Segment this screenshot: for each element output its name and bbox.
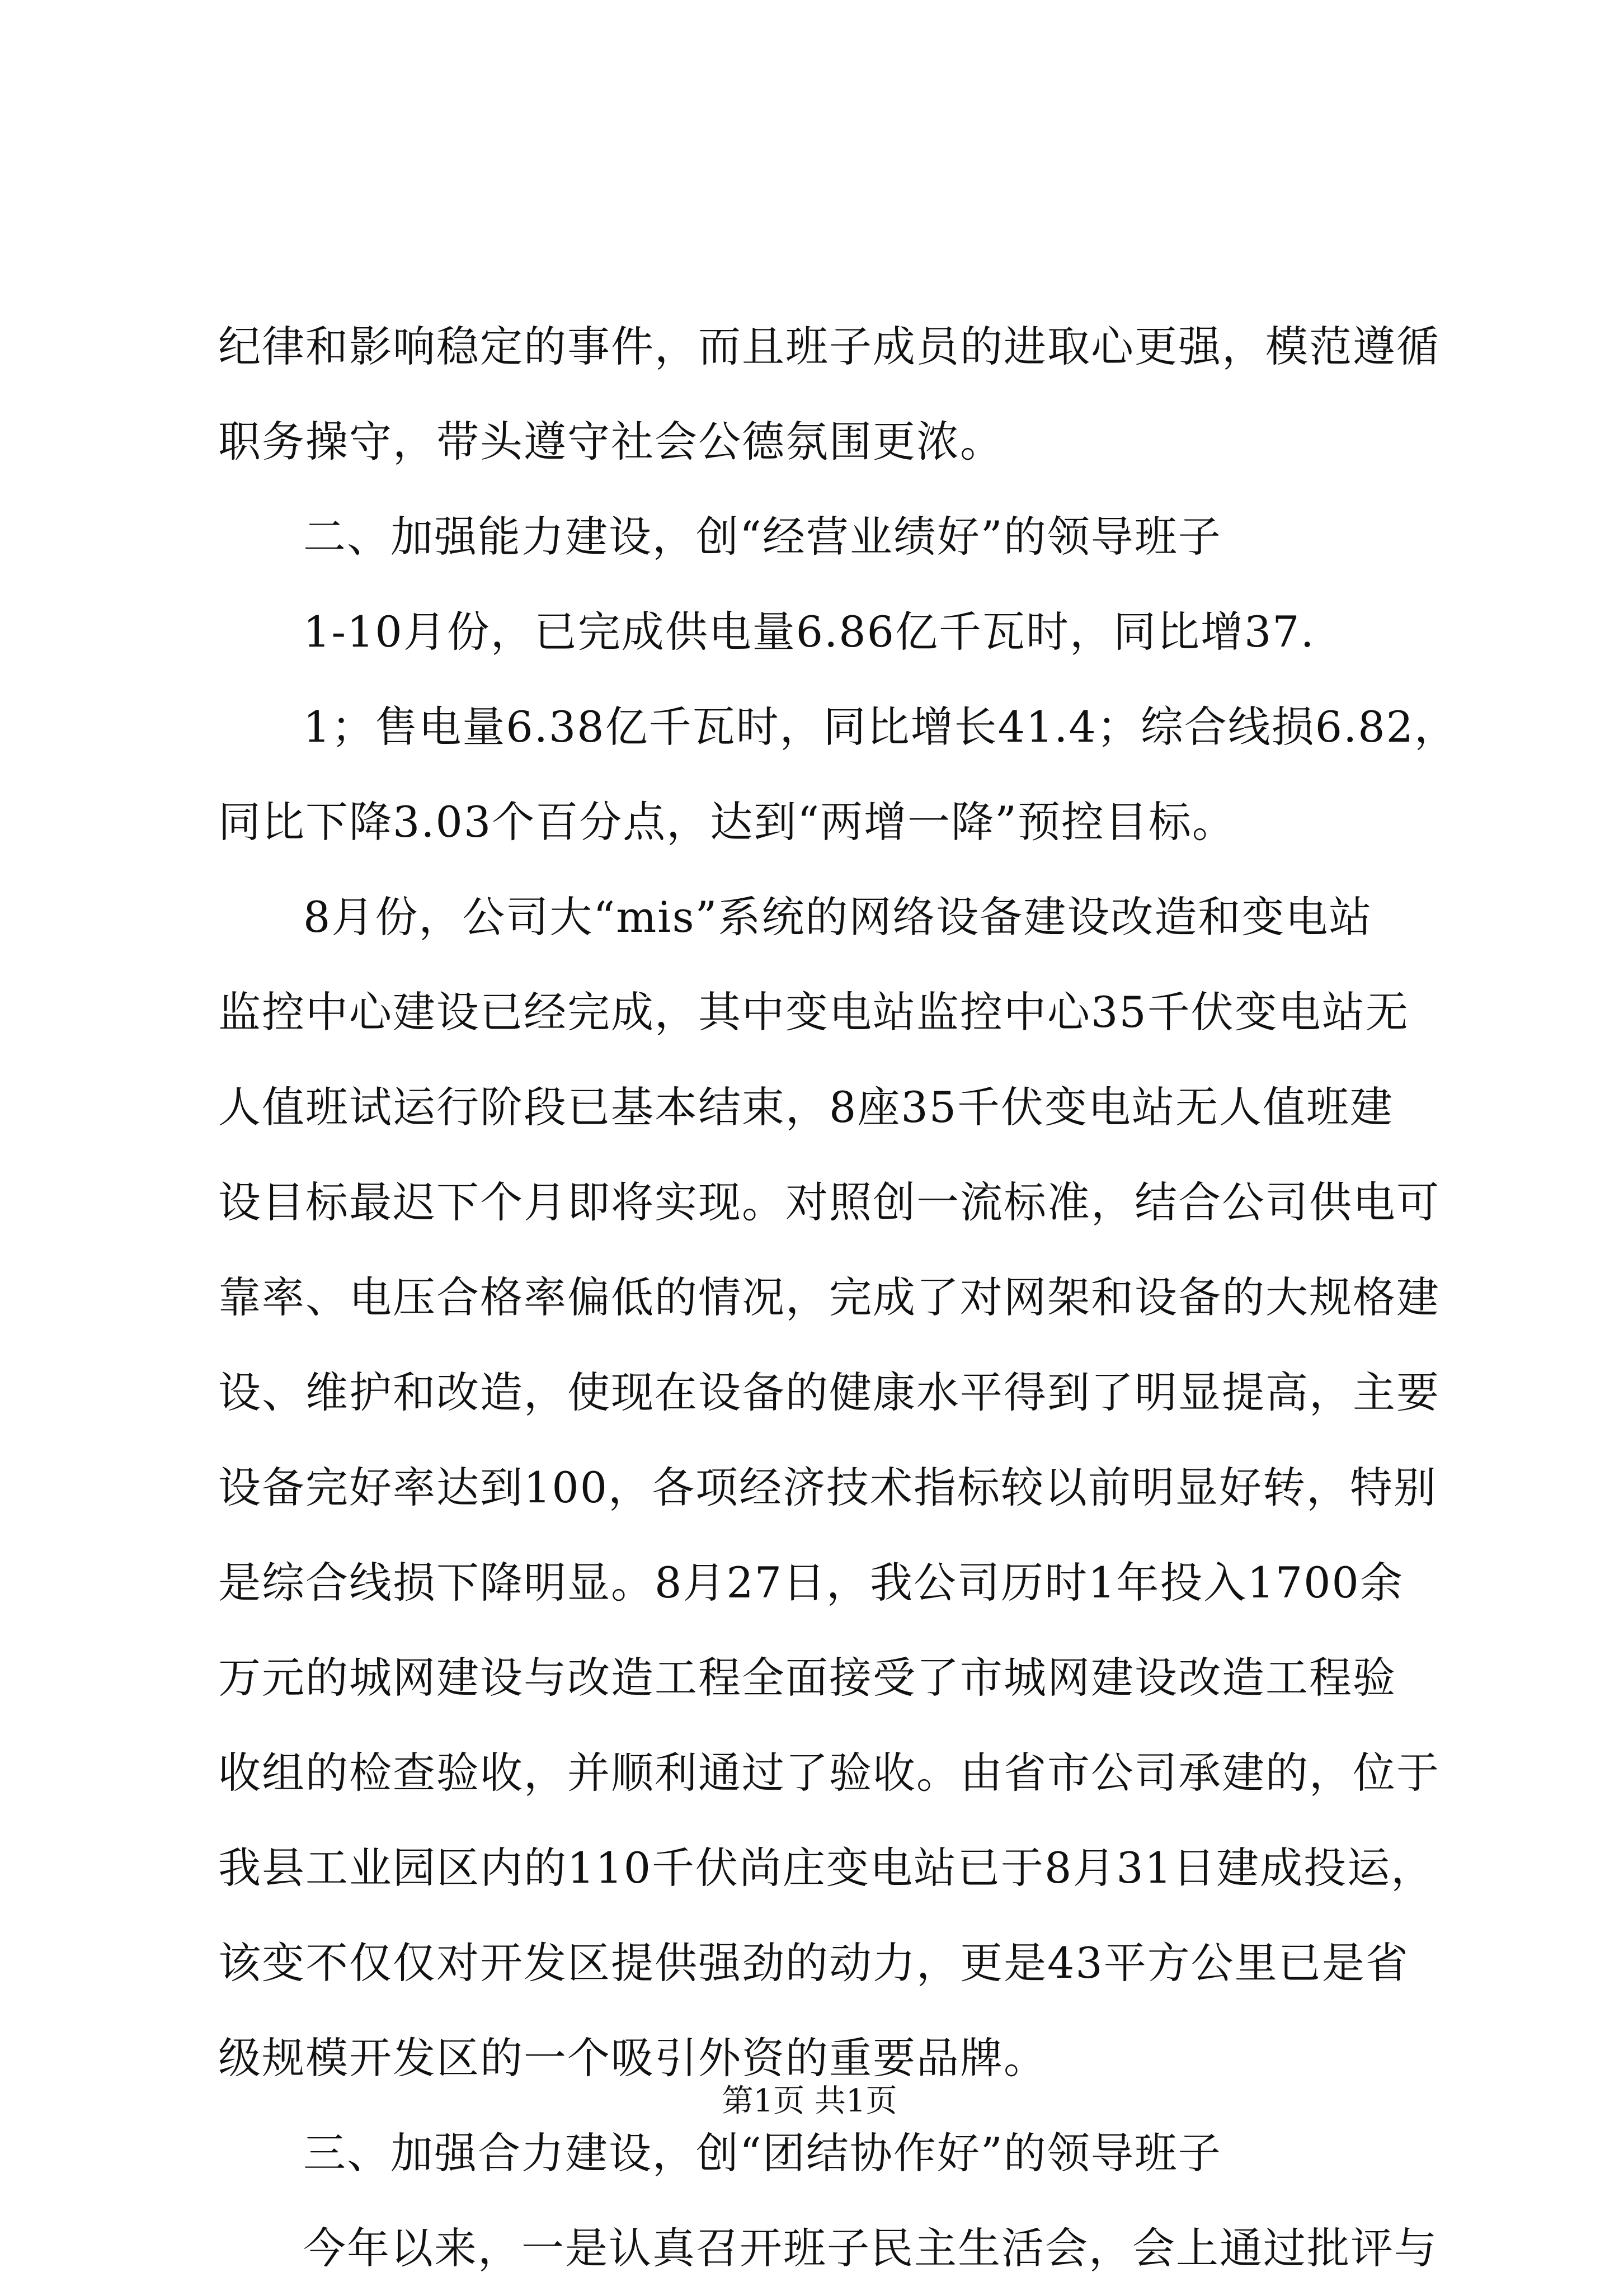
text-line: 设、维护和改造，使现在设备的健康水平得到了明显提高，主要 (218, 1368, 1440, 1417)
text-line: 1；售电量6.38亿千瓦时，同比增长41.4；综合线损6.82， (303, 702, 1458, 752)
text-line: 该变不仅仅对开发区提供强劲的动力，更是43平方公里已是省 (218, 1938, 1409, 1988)
text-line: 设备完好率达到100，各项经济技术指标较以前明显好转，特别 (218, 1463, 1438, 1512)
text-line: 级规模开发区的一个吸引外资的重要品牌。 (218, 2033, 1047, 2083)
text-line: 今年以来，一是认真召开班子民主生活会，会上通过批评与 (303, 2223, 1438, 2273)
text-line: 8月份，公司大“mis”系统的网络设备建设改造和变电站 (303, 892, 1373, 942)
text-line: 我县工业园区内的110千伏尚庄变电站已于8月31日建成投运， (218, 1843, 1435, 1893)
text-line: 同比下降3.03个百分点，达到“两增一降”预控目标。 (218, 797, 1236, 847)
text-line: 收组的检查验收，并顺利通过了验收。由省市公司承建的，位于 (218, 1748, 1440, 1798)
page-number-label: 第1页 共1页 (722, 2083, 897, 2119)
text-line: 职务操守，带头遵守社会公德氛围更浓。 (218, 417, 1004, 466)
section-heading: 二、加强能力建设，创“经营业绩好”的领导班子 (303, 512, 1222, 562)
text-line: 监控中心建设已经完成，其中变电站监控中心35千伏变电站无 (218, 987, 1409, 1037)
text-line: 设目标最迟下个月即将实现。对照创一流标准，结合公司供电可 (218, 1177, 1440, 1227)
text-line: 万元的城网建设与改造工程全面接受了市城网建设改造工程验 (218, 1653, 1396, 1703)
text-line: 1-10月份，已完成供电量6.86亿千瓦时，同比增37. (303, 607, 1315, 657)
document-body (218, 299, 1458, 2296)
text-line: 纪律和影响稳定的事件，而且班子成员的进取心更强，模范遵循 (218, 322, 1440, 371)
section-heading: 三、加强合力建设，创“团结协作好”的领导班子 (303, 2128, 1222, 2178)
text-line: 人值班试运行阶段已基本结束，8座35千伏变电站无人值班建 (218, 1082, 1394, 1132)
text-line: 是综合线损下降明显。8月27日，我公司历时1年投入1700余 (218, 1558, 1404, 1607)
text-line: 靠率、电压合格率偏低的情况，完成了对网架和设备的大规格建 (218, 1272, 1440, 1322)
page-footer (0, 2082, 1619, 2121)
